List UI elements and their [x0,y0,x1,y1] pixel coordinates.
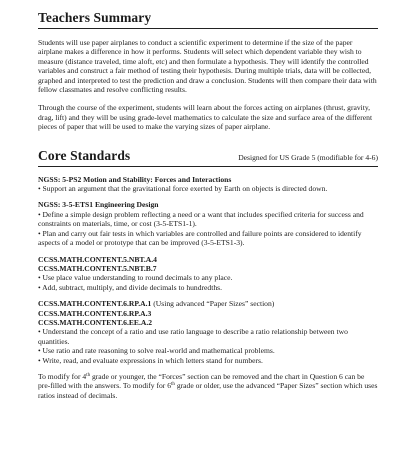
core-standards-title: Core Standards [38,147,131,163]
standard-bullet: • Write, read, and evaluate expressions in which letters stand for numbers. [38,355,263,365]
teachers-summary-header [38,10,378,29]
standard-bullet: • Use place value understanding to round decimals to any place. [38,273,233,283]
summary-paragraph-1: Students will use paper airplanes to conduct a scientific experiment to determine if the size of the paper airplane makes a difference in how it performs. Students will select which dependent variable they wish to measure (distance traveled, time aloft, etc) and then formulate a hypothesis. They will identify the controlled variables and construct a fair method of testing their hypothesis. During multiple trials, data will be collected, graphed and interpreted to test the prediction and draw a conclusion. Students will then compare their data with fellow classmates and resolve conflicting results. [38,38,377,95]
standard-math-rp [38,299,378,365]
note-text: To modify for 4 [38,371,87,381]
standard-heading: CCSS.MATH.CONTENT.5.NBT.B.7 [38,263,157,273]
standard-bullet: • Understand the concept of a ratio and use ratio language to describe a ratio relationship between two quantities. [38,327,348,346]
note-text: grade or older, use the advanced “Paper Sizes” section which uses ratios instead of decimals. [38,381,378,400]
grade-modification-note [38,372,378,400]
standard-heading-note: (Using advanced “Paper Sizes” section) [153,299,275,309]
grade-designation: Designed for US Grade 5 (modifiable for 4-6) [238,152,378,162]
standard-math-nbt [38,255,378,293]
standard-heading [38,299,378,308]
standard-heading: CCSS.MATH.CONTENT.6.EE.A.2 [38,317,153,327]
standard-heading: NGSS: 3-5-ETS1 Engineering Design [38,200,159,210]
teachers-summary-title: Teachers Summary [38,10,152,25]
standard-bullet: • Define a simple design problem reflecting a need or a want that includes specified criteria for success and constraints on materials, time, or cost (3-5-ETS1-1). [38,209,364,229]
ordinal-suffix: th [171,382,175,388]
standard-bullet: • Support an argument that the gravitational force exerted by Earth on objects is directed down. [38,184,328,194]
standard-ngss-ets1 [38,200,378,247]
standard-bullet: • Use ratio and rate reasoning to solve real-world and mathematical problems. [38,346,275,356]
core-standards-header [38,148,378,167]
standard-heading: CCSS.MATH.CONTENT.6.RP.A.3 [38,308,152,318]
standard-ngss-ps2 [38,175,378,194]
standard-bullet: • Plan and carry out fair tests in which variables are controlled and failure points are considered to identify aspects of a model or prototype that can be improved (3-5-ETS1-3). [38,228,362,248]
standard-heading: NGSS: 5-PS2 Motion and Stability: Forces and Interactions [38,174,232,184]
note-text: grade or younger, the “Forces” section can be removed and the chart in Question 6 can be pre-filled with the answers. To modify for 6 [38,371,365,391]
standard-bullet: • Add, subtract, multiply, and divide decimals to hundredths. [38,282,222,292]
ordinal-suffix: th [86,372,91,378]
standard-heading: CCSS.MATH.CONTENT.5.NBT.A.4 [38,254,157,264]
standard-heading-code: CCSS.MATH.CONTENT.6.RP.A.1 [38,299,152,309]
document-page [0,10,400,470]
summary-paragraph-2: Through the course of the experiment, students will learn about the forces acting on airplanes (thrust, gravity, drag, lift) and they will be using grade-level mathematics to calculate the size and surface area of the different pieces of paper that will be used to make the varying sizes of paper airplane. [38,103,373,132]
